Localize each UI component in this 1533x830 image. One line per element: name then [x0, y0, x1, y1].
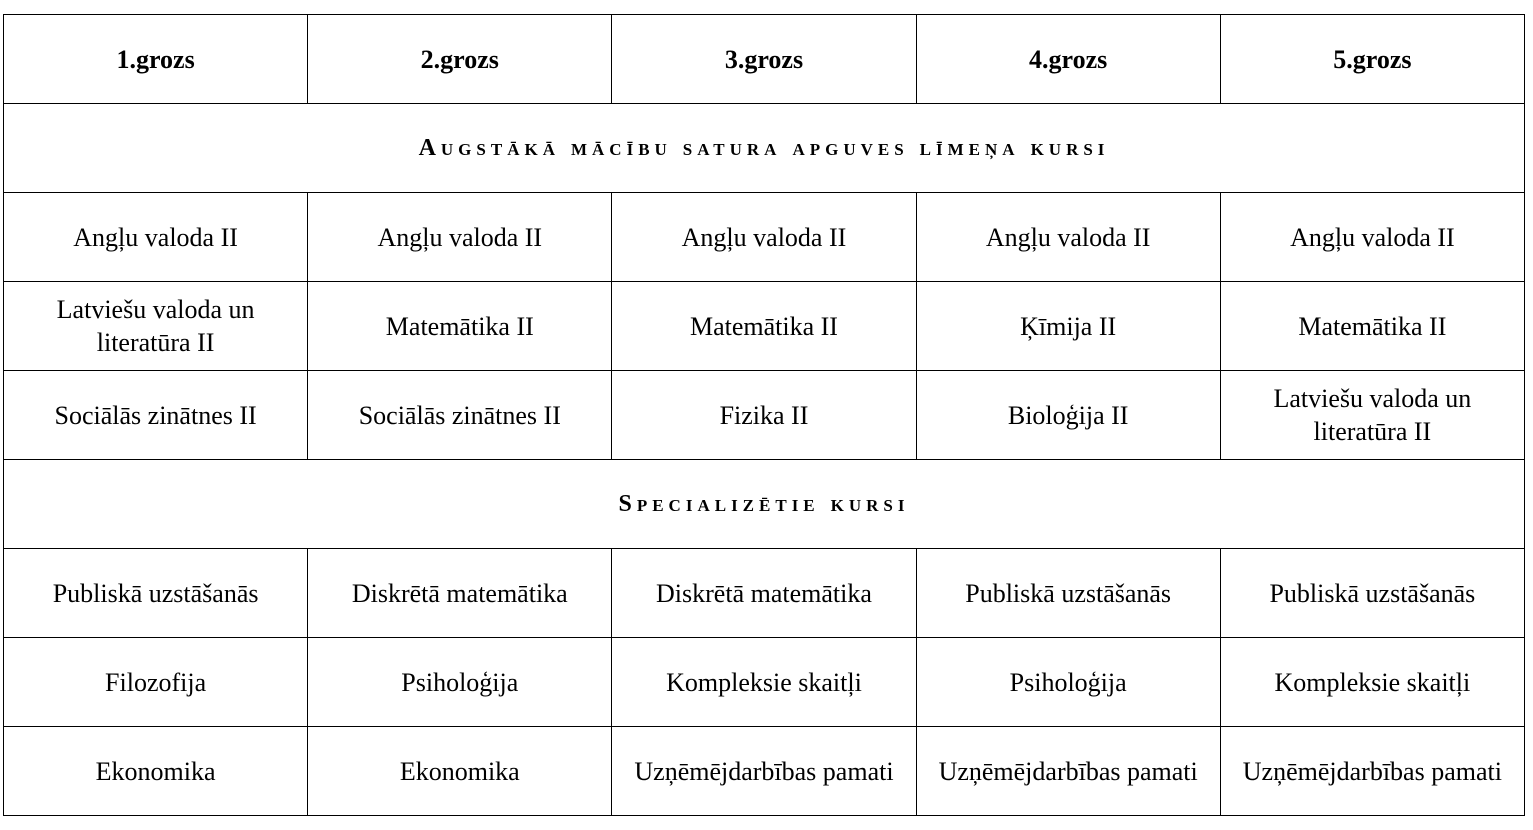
table-cell: Bioloģija II	[916, 371, 1220, 460]
table-cell: Publiskā uzstāšanās	[1220, 549, 1524, 638]
section-title-advanced-courses: Augstākā mācību satura apguves līmeņa kursi	[4, 104, 1525, 193]
table-row	[4, 193, 1525, 282]
basket-header: 4.grozs	[916, 15, 1220, 104]
table-cell: Publiskā uzstāšanās	[4, 549, 308, 638]
course-baskets-table	[3, 14, 1525, 816]
table-cell: Latviešu valoda un literatūra II	[1220, 371, 1524, 460]
section-row	[4, 460, 1525, 549]
basket-header: 1.grozs	[4, 15, 308, 104]
table-cell: Psiholoģija	[308, 638, 612, 727]
table-cell: Uzņēmējdarbības pamati	[612, 727, 916, 816]
table-cell: Matemātika II	[308, 282, 612, 371]
basket-header: 3.grozs	[612, 15, 916, 104]
table-cell: Psiholoģija	[916, 638, 1220, 727]
header-row	[4, 15, 1525, 104]
section-title-specialized-courses: Specializētie kursi	[4, 460, 1525, 549]
table-cell: Filozofija	[4, 638, 308, 727]
table-cell: Ekonomika	[4, 727, 308, 816]
basket-header: 2.grozs	[308, 15, 612, 104]
section-row	[4, 104, 1525, 193]
table-cell: Matemātika II	[1220, 282, 1524, 371]
table-cell: Uzņēmējdarbības pamati	[1220, 727, 1524, 816]
table-cell: Angļu valoda II	[916, 193, 1220, 282]
table-cell: Sociālās zinātnes II	[4, 371, 308, 460]
table-cell: Fizika II	[612, 371, 916, 460]
table-row	[4, 549, 1525, 638]
table-cell: Ekonomika	[308, 727, 612, 816]
table-cell: Diskrētā matemātika	[612, 549, 916, 638]
table-cell: Kompleksie skaitļi	[1220, 638, 1524, 727]
table-row	[4, 371, 1525, 460]
table-cell: Angļu valoda II	[612, 193, 916, 282]
table-cell: Ķīmija II	[916, 282, 1220, 371]
table-cell: Angļu valoda II	[1220, 193, 1524, 282]
table-cell: Kompleksie skaitļi	[612, 638, 916, 727]
table-cell: Angļu valoda II	[308, 193, 612, 282]
table-cell: Uzņēmējdarbības pamati	[916, 727, 1220, 816]
table-cell: Matemātika II	[612, 282, 916, 371]
table-cell: Sociālās zinātnes II	[308, 371, 612, 460]
table-row	[4, 638, 1525, 727]
table-cell: Publiskā uzstāšanās	[916, 549, 1220, 638]
table-row	[4, 282, 1525, 371]
table-cell: Angļu valoda II	[4, 193, 308, 282]
table-row	[4, 727, 1525, 816]
basket-header: 5.grozs	[1220, 15, 1524, 104]
table-cell: Diskrētā matemātika	[308, 549, 612, 638]
table-cell: Latviešu valoda un literatūra II	[4, 282, 308, 371]
